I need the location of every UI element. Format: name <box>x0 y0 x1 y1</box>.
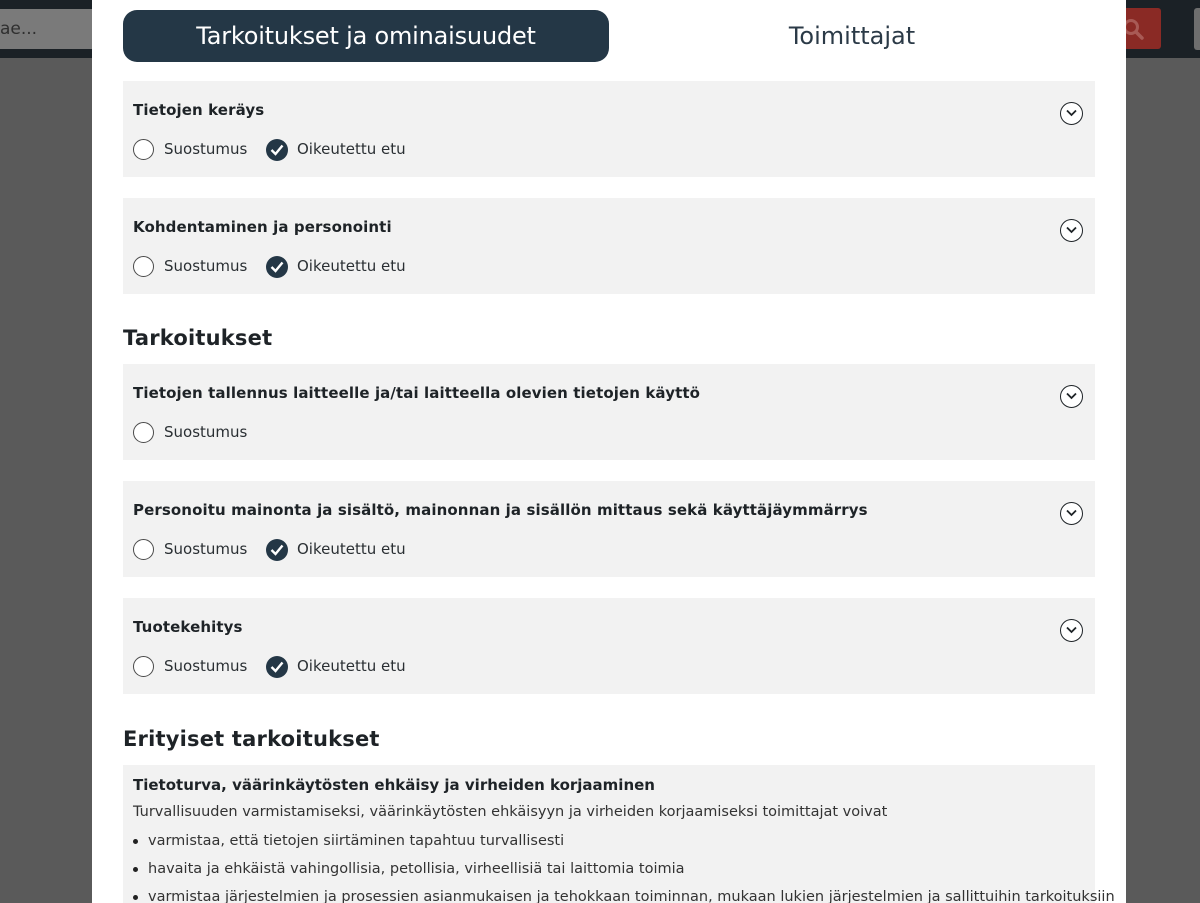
legitimate-interest-toggle[interactable] <box>266 256 406 278</box>
radio-unchecked-icon <box>133 656 154 677</box>
legitimate-interest-toggle[interactable] <box>266 656 406 678</box>
legitimate-interest-label: Oikeutettu etu <box>297 540 406 558</box>
list-item: varmistaa, että tietojen siirtäminen tapahtuu turvallisesti <box>133 831 1115 859</box>
legitimate-interest-label: Oikeutettu etu <box>297 657 406 675</box>
checkmark-icon <box>266 139 288 161</box>
checkmark-icon <box>266 256 288 278</box>
card-description: Turvallisuuden varmistamiseksi, väärinkäytösten ehkäisyyn ja virheiden korjaamiseksi toimittajat voivat <box>133 804 888 820</box>
tab-vendors[interactable]: Toimittajat <box>788 22 916 50</box>
consent-label: Suostumus <box>164 257 248 275</box>
background-search-input <box>0 9 100 49</box>
tab-purposes-features[interactable]: Tarkoitukset ja ominaisuudet <box>123 10 609 62</box>
card-title: Personoitu mainonta ja sisältö, mainonnan ja sisällön mittaus sekä käyttäjäymmärrys <box>133 501 868 519</box>
consent-modal <box>92 0 1126 903</box>
card-title: Tietojen tallennus laitteelle ja/tai laitteella olevien tietojen käyttö <box>133 384 701 402</box>
legitimate-interest-label: Oikeutettu etu <box>297 257 406 275</box>
consent-label: Suostumus <box>164 423 248 441</box>
radio-unchecked-icon <box>133 422 154 443</box>
background-menu-button <box>1194 8 1200 50</box>
list-item: varmistaa järjestelmien ja prosessien asianmukaisen ja tehokkaan toiminnan, mukaan lukien järjestelmien ja sallittuihin tarkoituksiin <box>133 887 1115 903</box>
expand-button[interactable] <box>1060 619 1083 642</box>
legitimate-interest-toggle[interactable] <box>266 139 406 161</box>
consent-toggle[interactable] <box>133 656 253 678</box>
legitimate-interest-toggle[interactable] <box>266 539 406 561</box>
expand-button[interactable] <box>1060 219 1083 242</box>
feature-card-data-collection <box>123 81 1095 177</box>
legitimate-interest-label: Oikeutettu etu <box>297 140 406 158</box>
special-purpose-card-security <box>123 765 1115 903</box>
purpose-card-product-development <box>123 598 1095 694</box>
chevron-down-icon <box>1066 109 1077 117</box>
list-item: havaita ja ehkäistä vahingollisia, petollisia, virheellisiä tai laittomia toimia <box>133 859 1115 887</box>
purpose-card-personalised-ads <box>123 481 1095 577</box>
purposes-heading: Tarkoitukset <box>123 326 273 350</box>
purpose-card-storage <box>123 364 1095 460</box>
chevron-down-icon <box>1066 226 1077 234</box>
special-purposes-heading: Erityiset tarkoitukset <box>123 727 380 751</box>
consent-label: Suostumus <box>164 657 248 675</box>
chevron-down-icon <box>1066 626 1077 634</box>
consent-toggle[interactable] <box>133 139 253 161</box>
checkmark-icon <box>266 539 288 561</box>
expand-button[interactable] <box>1060 385 1083 408</box>
consent-toggle[interactable] <box>133 539 253 561</box>
expand-button[interactable] <box>1060 502 1083 525</box>
radio-unchecked-icon <box>133 256 154 277</box>
expand-button[interactable] <box>1060 102 1083 125</box>
chevron-down-icon <box>1066 509 1077 517</box>
background-search-text: ae... <box>0 19 38 39</box>
card-title: Tietojen keräys <box>133 101 265 119</box>
radio-unchecked-icon <box>133 139 154 160</box>
consent-toggle[interactable] <box>133 256 253 278</box>
special-purpose-list <box>133 831 1115 903</box>
consent-label: Suostumus <box>164 140 248 158</box>
card-title: Kohdentaminen ja personointi <box>133 218 392 236</box>
radio-unchecked-icon <box>133 539 154 560</box>
tab-bar <box>123 10 1095 62</box>
card-title: Tuotekehitys <box>133 618 243 636</box>
chevron-down-icon <box>1066 392 1077 400</box>
checkmark-icon <box>266 656 288 678</box>
consent-label: Suostumus <box>164 540 248 558</box>
consent-toggle[interactable] <box>133 422 253 444</box>
feature-card-targeting <box>123 198 1095 294</box>
card-title: Tietoturva, väärinkäytösten ehkäisy ja virheiden korjaaminen <box>133 776 655 794</box>
